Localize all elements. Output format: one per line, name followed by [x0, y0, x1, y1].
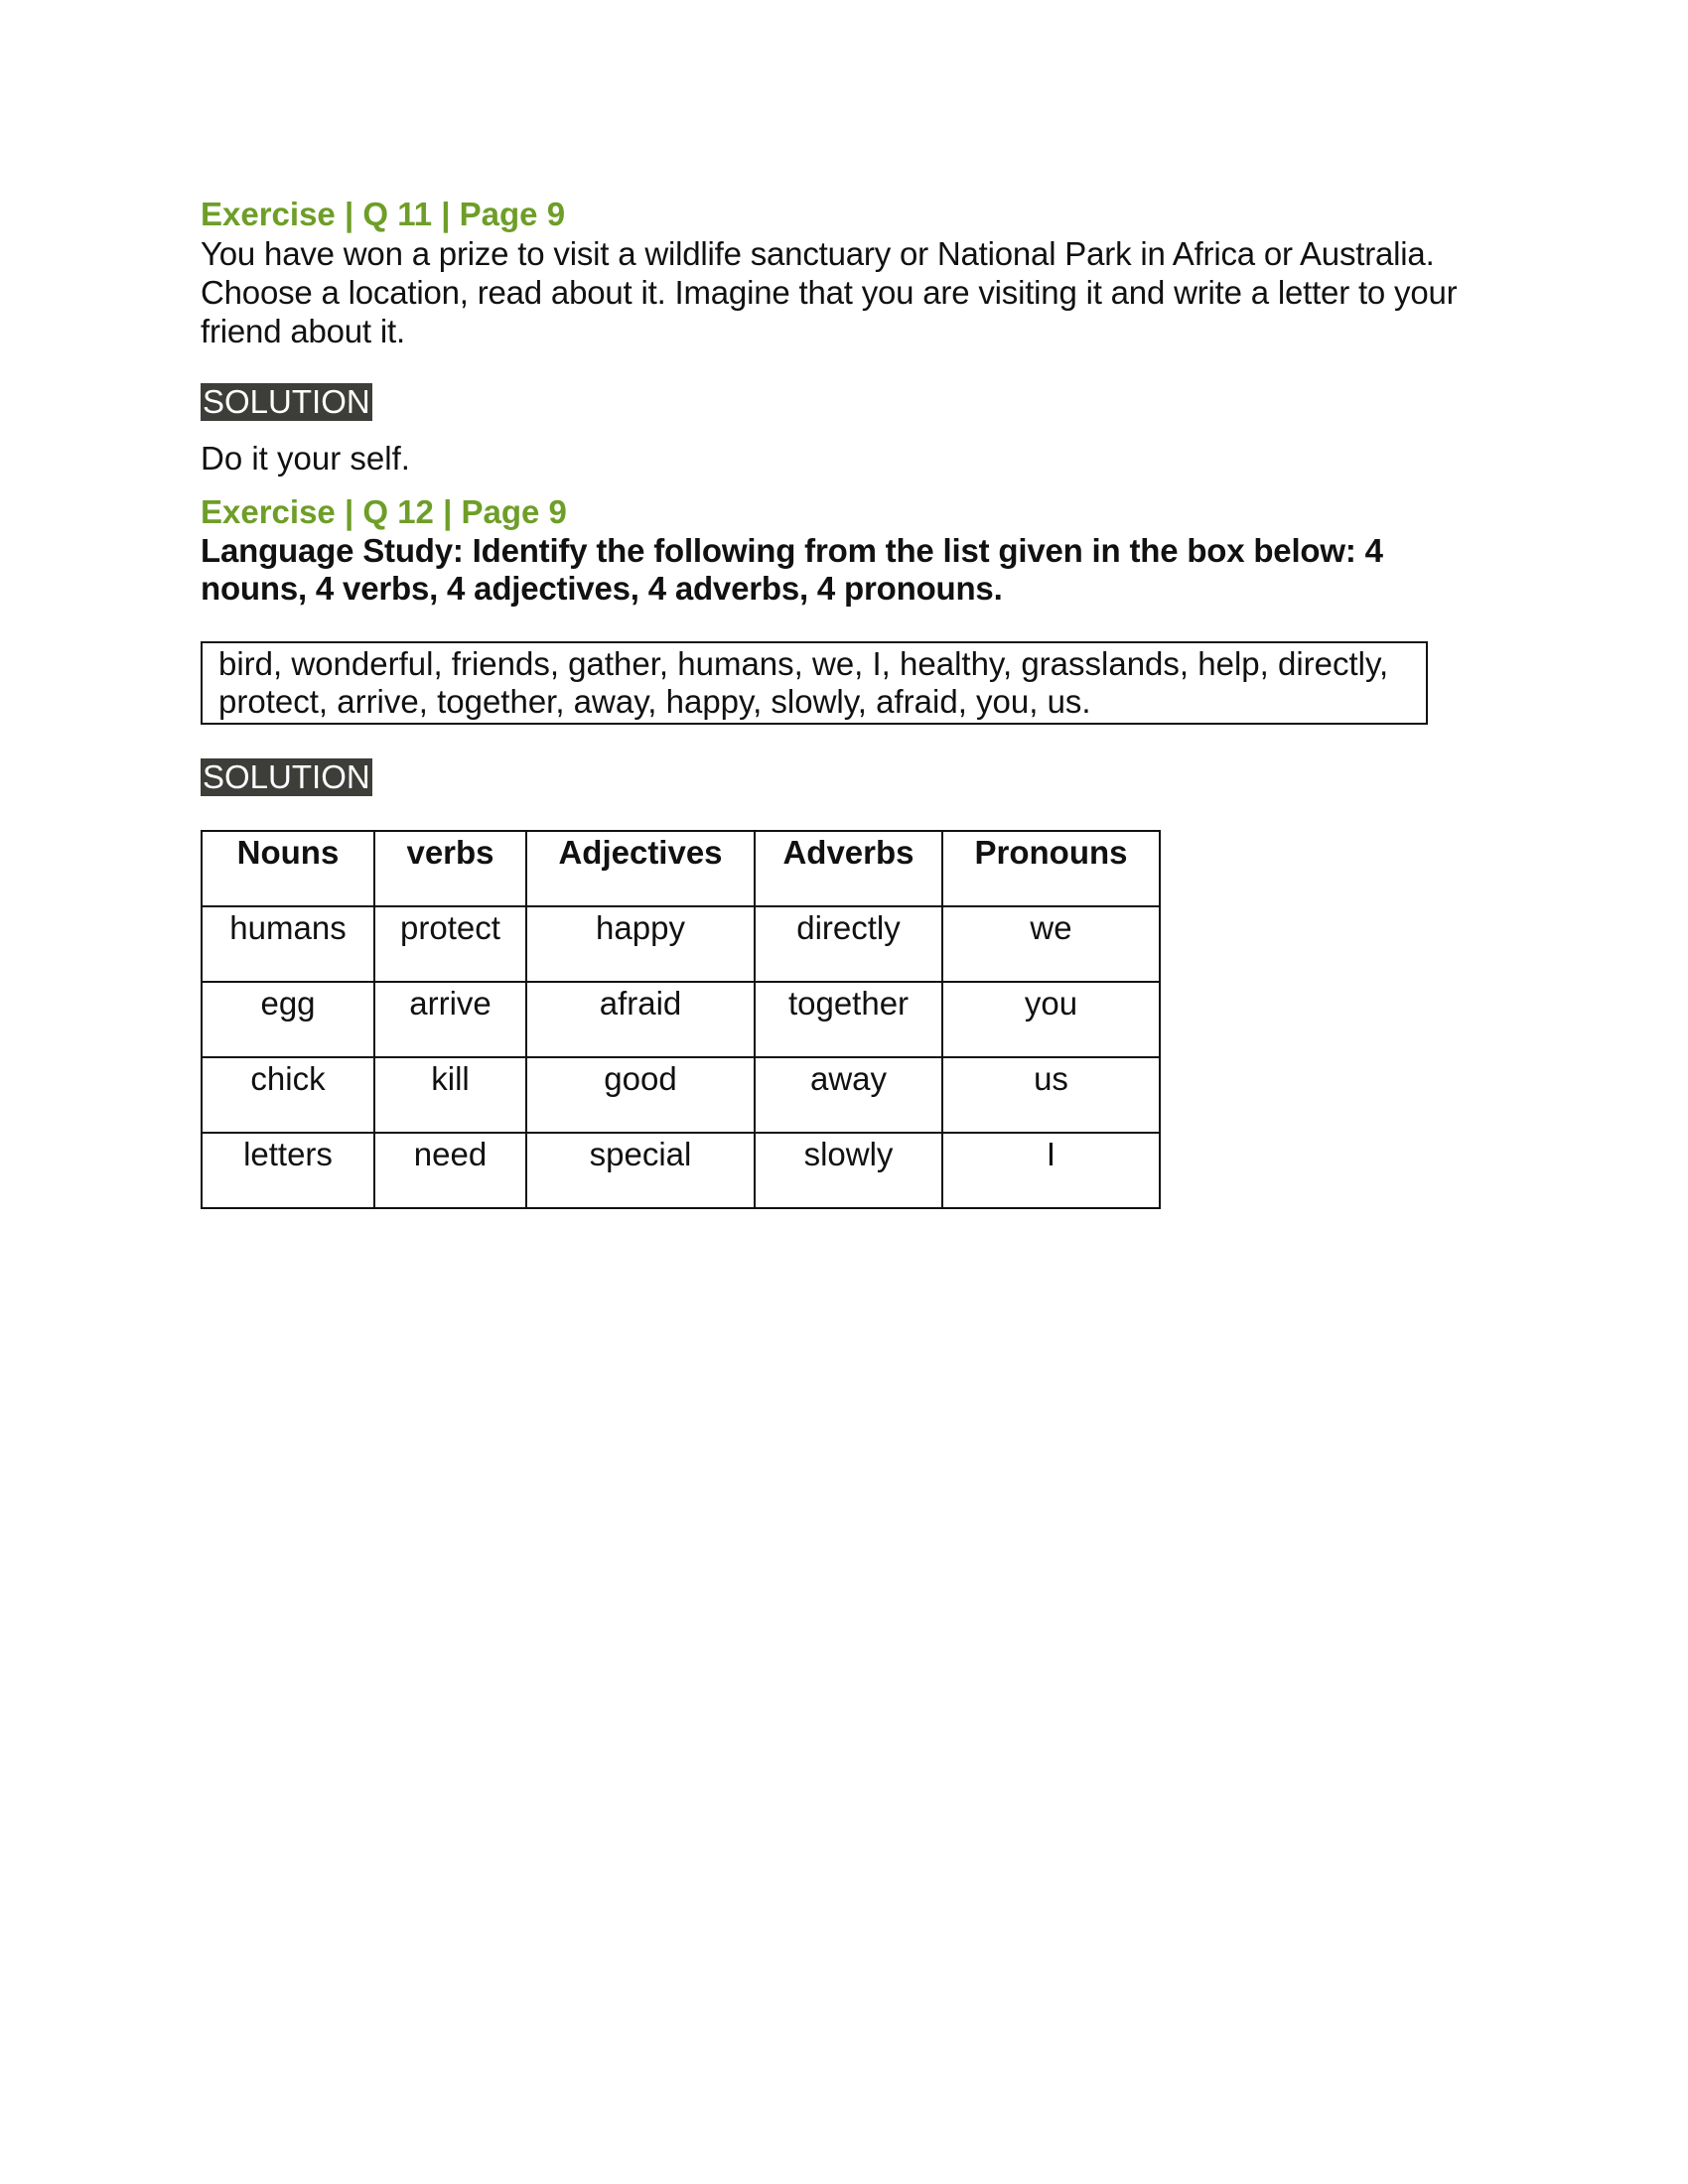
parts-of-speech-table [201, 830, 1161, 1209]
table-cell: special [526, 1133, 755, 1208]
table-cell: good [526, 1057, 755, 1133]
table-cell: away [755, 1057, 942, 1133]
document-page [201, 195, 1531, 1209]
table-cell: humans [202, 906, 374, 982]
q11-question: You have won a prize to visit a wildlife sanctuary or National Park in Africa or Australia. Choose a location, read about it. Imagine that you are visiting it and write a letter to your friend about it. [201, 235, 1458, 349]
table-cell: need [374, 1133, 526, 1208]
table-cell: we [942, 906, 1160, 982]
header-pronouns: Pronouns [942, 831, 1160, 906]
table-header-row [202, 831, 1160, 906]
table-cell: protect [374, 906, 526, 982]
q12-question: Language Study: Identify the following from the list given in the box below: 4 nouns, 4 verbs, 4 adjectives, 4 adverbs, 4 pronouns. [201, 532, 1383, 607]
table-cell: directly [755, 906, 942, 982]
q11-answer: Do it your self. [201, 440, 410, 477]
table-cell: happy [526, 906, 755, 982]
table-cell: egg [202, 982, 374, 1057]
header-nouns: Nouns [202, 831, 374, 906]
table-cell: kill [374, 1057, 526, 1133]
header-adverbs: Adverbs [755, 831, 942, 906]
table-row [202, 906, 1160, 982]
header-adjectives: Adjectives [526, 831, 755, 906]
table-cell: us [942, 1057, 1160, 1133]
q12-heading: Exercise | Q 12 | Page 9 [201, 493, 567, 530]
table-cell: you [942, 982, 1160, 1057]
table-cell: arrive [374, 982, 526, 1057]
table-cell: I [942, 1133, 1160, 1208]
table-cell: letters [202, 1133, 374, 1208]
table-row [202, 1133, 1160, 1208]
q12-solution-label: SOLUTION [203, 758, 370, 795]
table-cell: together [755, 982, 942, 1057]
table-cell: slowly [755, 1133, 942, 1208]
q11-solution-label: SOLUTION [203, 383, 370, 420]
table-row [202, 1057, 1160, 1133]
header-verbs: verbs [374, 831, 526, 906]
word-list-box: bird, wonderful, friends, gather, humans, we, I, healthy, grasslands, help, directly, protect, arrive, together, away, happy, slowly, afraid, you, us. [201, 641, 1428, 725]
table-cell: chick [202, 1057, 374, 1133]
table-row [202, 982, 1160, 1057]
q11-heading: Exercise | Q 11 | Page 9 [201, 196, 566, 232]
table-cell: afraid [526, 982, 755, 1057]
